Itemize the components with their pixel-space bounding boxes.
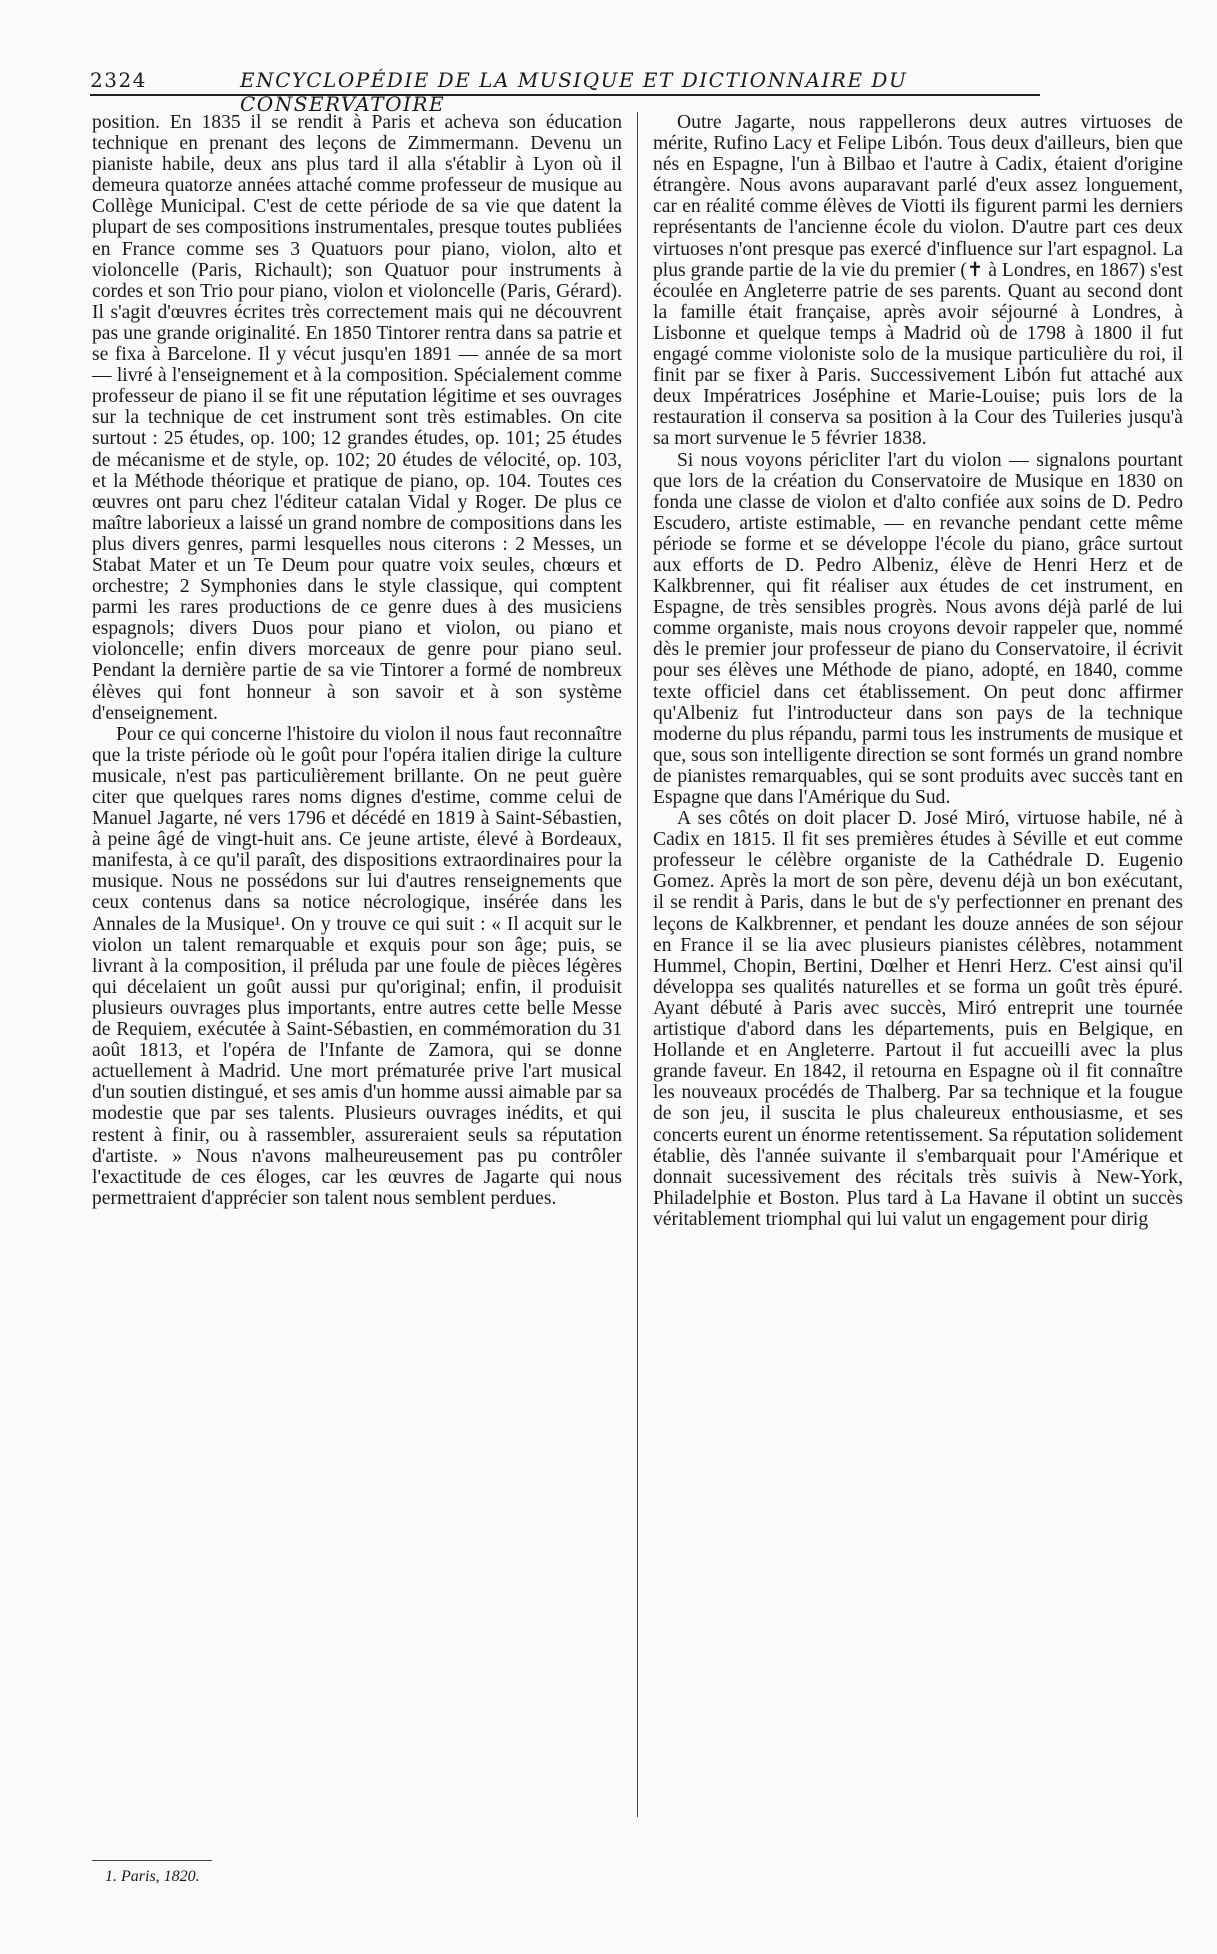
paragraph: A ses côtés on doit placer D. José Miró, virtuose habile, né à Cadix en 1815. Il fit ses premières études à Séville et eut comme professeur le célèbre organiste de la Cathédrale D. Eugenio Gomez. Après la mort de son père, devenu déjà un bon exécutant, il se rendit à Paris, dans le but de s'y perfectionner en prenant des leçons de Kalkbrenner, et pendant les douze années de son séjour en France il se lia avec plusieurs pianistes célèbres, notamment Hummel, Chopin, Bertini, Dœlher et Henri Herz. C'est ainsi qu'il développa ses qualités naturelles et se forma un goût très épuré. Ayant débuté à Paris avec succès, Miró entreprit une tournée artistique d'abord dans les départements, puis en Belgique, en Hollande et en Angleterre. Partout il fut accueilli avec la plus grande faveur. En 1842, il retourna en Espagne où il fit connaître les nouveaux procédés de Thalberg. Par sa technique et la fougue de son jeu, il suscita le plus chaleureux enthousiasme, et ses concerts eurent un énorme retentissement. Sa réputation solidement établie, dès l'année suivante il s'embarquait pour l'Amérique et donnait sucessivement des récitals très suivis à New-York, Philadelphie et Boston. Plus tard à La Havane il obtint un succès véritablement triomphal qui lui valut un engagement pour dirig (653, 808, 1183, 1230)
column-divider (637, 112, 638, 1817)
paragraph: Outre Jagarte, nous rappellerons deux autres virtuoses de mérite, Rufino Lacy et Felipe Libón. Tous deux d'ailleurs, bien que nés en Espagne, l'un à Bilbao et l'autre à Cadix, étaient d'origine étrangère. Nous avons auparavant parlé d'eux assez longuement, car en réalité comme élèves de Viotti ils figurent parmi les derniers représentants de l'ancienne école du violon. D'autre part ces deux virtuoses n'ont presque pas exercé d'influence sur l'art espagnol. La plus grande partie de la vie du premier (✝ à Londres, en 1867) s'est écoulée en Angleterre patrie de ses parents. Quant au second dont la famille était française, après avoir séjourné à Londres, à Lisbonne et quelque temps à Madrid où de 1798 à 1800 il fut engagé comme violoniste solo de la musique particulière du roi, il finit par se fixer à Paris. Successivement Libón fut attaché aux deux Impératrices Joséphine et Marie-Louise; puis lors de la restauration il conserva sa position à la Cour des Tuileries jusqu'à sa mort survenue le 5 février 1838. (653, 112, 1183, 450)
page-number: 2324 (90, 68, 147, 92)
footnote: 1. Paris, 1820. (105, 1868, 200, 1885)
paragraph: Pour ce qui concerne l'histoire du violon il nous faut reconnaître que la triste période où le goût pour l'opéra italien dirige la culture musicale, n'est pas particulièrement brillante. On ne peut guère citer que quelques rares noms dignes d'estime, comme celui de Manuel Jagarte, né vers 1796 et décédé en 1819 à Saint-Sébastien, à peine âgé de vingt-huit ans. Ce jeune artiste, élevé à Bordeaux, manifesta, à ce qu'il paraît, des dispositions extraordinaires pour la musique. Nous ne possédons sur lui d'autres renseignements que ceux contenus dans sa notice nécrologique, insérée dans les Annales de la Musique¹. On y trouve ce qui suit : « Il acquit sur le violon un talent remarquable et exquis pour son âge; puis, se livrant à la composition, il préluda par une foule de pièces légères qui décelaient un goût aussi pur qu'original; enfin, il produisit plusieurs ouvrages plus importants, entre autres cette belle Messe de Requiem, exécutée à Saint-Sébastien, en commémoration du 31 août 1813, et l'opéra de l'Infante de Zamora, qui se donne actuellement à Madrid. Une mort prématurée prive l'art musical d'un soutien distingué, et ses amis d'un homme aussi aimable par sa modestie que par ses talents. Plusieurs ouvrages inédits, et qui restent à finir, ou à rassembler, assureraient seuls sa réputation d'artiste. » Nous n'avons malheureusement pas pu contrôler l'exactitude de ces éloges, car les œuvres de Jagarte qui nous permettraient d'apprécier son talent nous semblent perdues. (92, 723, 622, 1209)
running-header (90, 68, 1040, 116)
footnote-rule (92, 1860, 212, 1861)
paragraph: position. En 1835 il se rendit à Paris et acheva son éducation technique en prenant des leçons de Zimmermann. Devenu un pianiste habile, deux ans plus tard il alla s'établir à Lyon où il demeura quatorze années attaché comme professeur de musique au Collège Municipal. C'est de cette période de sa vie que datent la plupart de ses compositions instrumentales, presque toutes publiées en France comme ses 3 Quatuors pour piano, violon, alto et violoncelle (Paris, Richault); son Quatuor pour instruments à cordes et son Trio pour piano, violon et violoncelle (Paris, Gérard). Il s'agit d'œuvres écrites très correctement mais qui ne découvrent pas une grande originalité. En 1850 Tintorer rentra dans sa patrie et se fixa à Barcelone. Il y vécut jusqu'en 1891 — année de sa mort — livré à l'enseignement et à la composition. Spécialement comme professeur de piano il se fit une réputation légitime et ses ouvrages sur la technique de cet instrument sont très estimables. On cite surtout : 25 études, op. 100; 12 grandes études, op. 101; 25 études de mécanisme et de style, op. 102; 20 études de vélocité, op. 103, et la Méthode théorique et pratique de piano, op. 104. Toutes ces œuvres ont paru chez l'éditeur catalan Vidal y Roger. De plus ce maître laborieux a laissé un grand nombre de compositions dans les plus divers genres, parmi lesquelles nous citerons : 2 Messes, un Stabat Mater et un Te Deum pour quatre voix seules, chœurs et orchestre; 2 Symphonies dans le style classique, qui comptent parmi les rares productions de ce genre dues à des musiciens espagnols; divers Duos pour piano et violon, ou piano et violoncelle; enfin divers morceaux de genre pour piano seul. Pendant la dernière partie de sa vie Tintorer a formé de nombreux élèves qui font honneur à son savoir et à son système d'enseignement. (92, 112, 622, 724)
paragraph: Si nous voyons péricliter l'art du violon — signalons pourtant que lors de la création du Conservatoire de Musique en 1830 on fonda une classe de violon et d'alto confiée aux soins de D. Pedro Escudero, artiste estimable, — en revanche pendant cette même période se forme et se développe l'école du piano, grâce surtout aux efforts de D. Pedro Albeniz, élève de Henri Herz et de Kalkbrenner, qui fit réaliser aux études de cet instrument, en Espagne, de très sensibles progrès. Nous avons déjà parlé de lui comme organiste, mais nous croyons devoir rappeler que, nommé dès le premier jour professeur de piano du Conservatoire, il écrivit pour ses élèves une Méthode de piano, adopté, en 1840, comme texte officiel dans cet établissement. On peut donc affirmer qu'Albeniz fut l'introducteur dans son pays de la technique moderne du plus répandu, parmi tous les instruments de musique et que, sous son intelligente direction se sont formés un grand nombre de pianistes remarquables, qui se sont produits avec succès tant en Espagne que dans l'Amérique du Sud. (653, 449, 1183, 808)
running-title: ENCYCLOPÉDIE DE LA MUSIQUE ET DICTIONNAIRE DU CONSERVATOIRE (240, 68, 908, 116)
left-column (92, 112, 622, 1209)
right-column (653, 112, 1183, 1230)
